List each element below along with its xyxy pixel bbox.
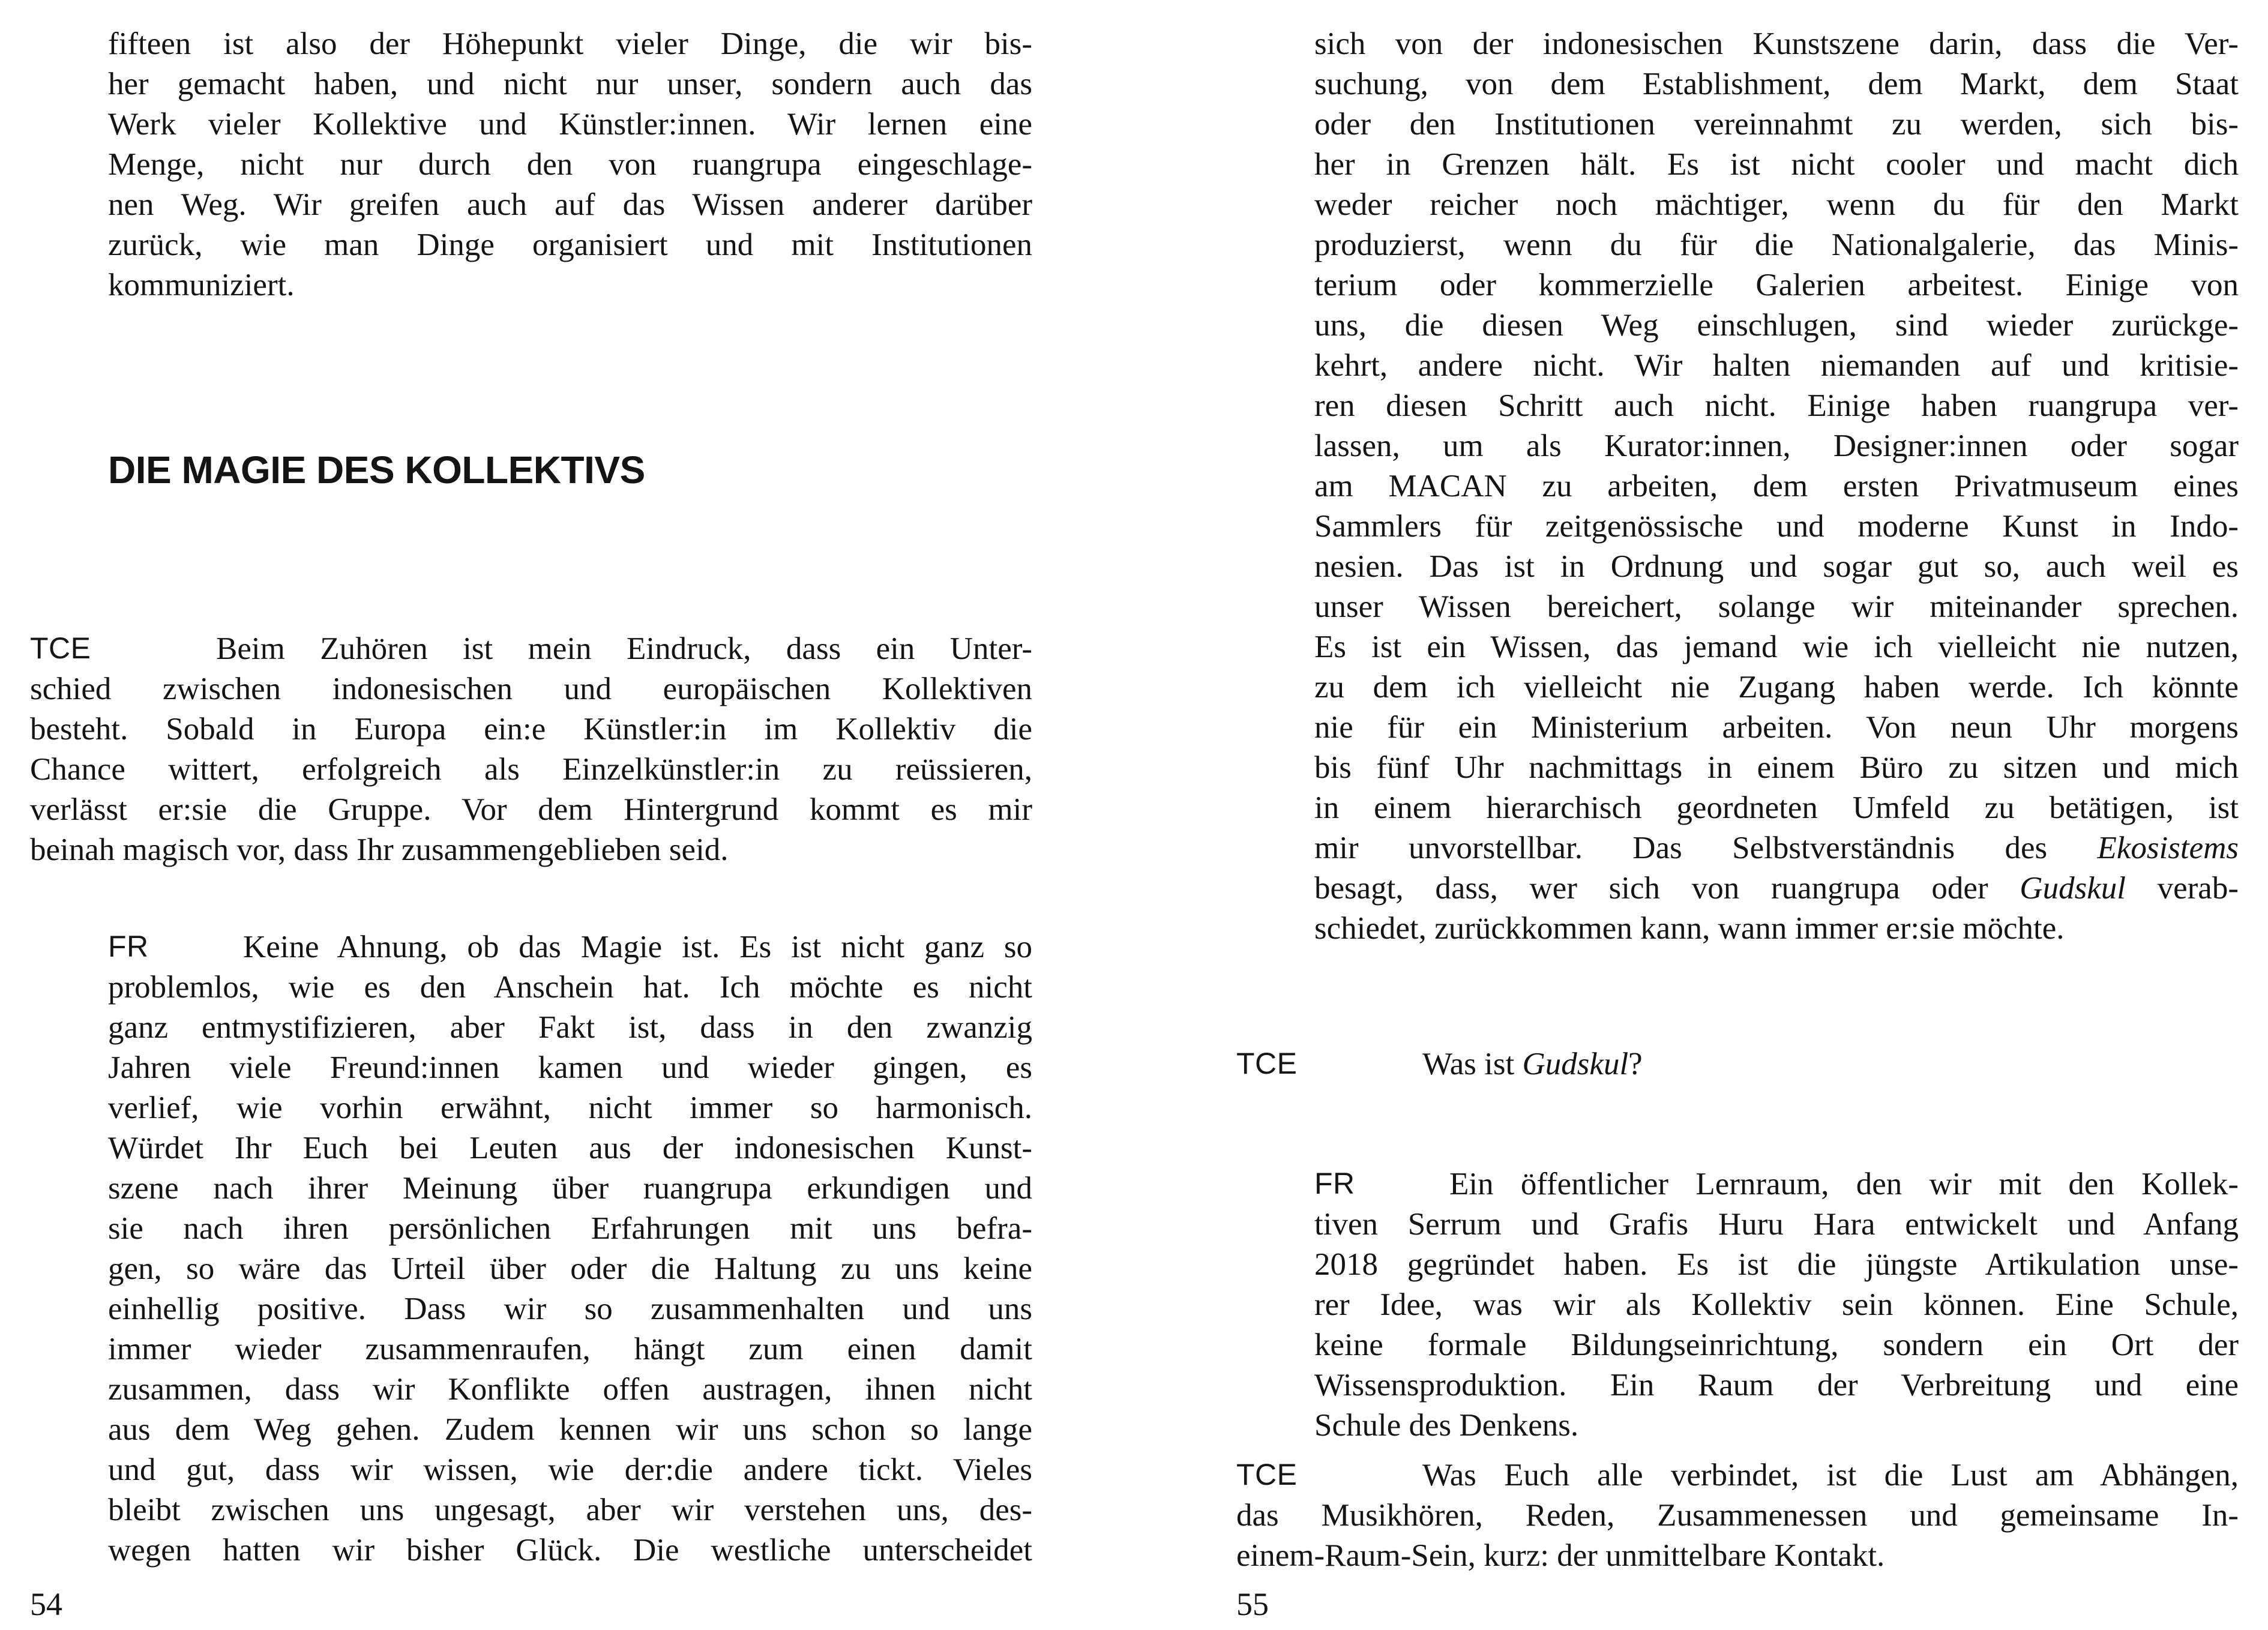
page-55 bbox=[1236, 0, 2239, 1630]
text-line: zu dem ich vielleicht nie Zugang haben werde. Ich könnte bbox=[1314, 670, 2239, 705]
speaker-label-tce: TCE bbox=[30, 631, 91, 665]
text-line: kehrt, andere nicht. Wir halten niemanden auf und kritisie- bbox=[1314, 348, 2239, 383]
dialogue-text bbox=[108, 927, 1032, 1571]
text-segment: Was ist bbox=[1422, 1047, 1523, 1081]
text-line: produzierst, wenn du für die Nationalgalerie, das Minis- bbox=[1314, 227, 2239, 262]
text-line: kommuniziert. bbox=[108, 268, 295, 302]
dialogue-text bbox=[1236, 1455, 2239, 1576]
italic-text: Gudskul bbox=[1522, 1047, 1629, 1081]
speaker-label-fr: FR bbox=[1314, 1167, 1355, 1200]
text-segment: besagt, dass, wer sich von ruangrupa oder bbox=[1314, 871, 2020, 906]
text-line: Chance wittert, erfolgreich als Einzelkünstler:in zu reüssieren, bbox=[30, 752, 1032, 787]
text-line: aus dem Weg gehen. Zudem kennen wir uns schon so lange bbox=[108, 1412, 1032, 1447]
text-line: und gut, dass wir wissen, wie der:die andere tickt. Vieles bbox=[108, 1452, 1032, 1487]
text-line: Ein öffentlicher Lernraum, den wir mit den Kollek- bbox=[1449, 1167, 2239, 1201]
section-heading: DIE MAGIE DES KOLLEKTIVS bbox=[108, 448, 645, 492]
text-line: unser Wissen bereichert, solange wir miteinander sprechen. bbox=[1314, 589, 2239, 624]
text-line: zusammen, dass wir Konflikte offen austragen, ihnen nicht bbox=[108, 1372, 1032, 1407]
text-line: ganz entmystifizieren, aber Fakt ist, dass in den zwanzig bbox=[108, 1010, 1032, 1045]
text-segment: verab- bbox=[2125, 871, 2239, 906]
text-segment: mir unvorstellbar. Das Selbstverständnis des bbox=[1314, 831, 2098, 865]
text-line: Was Euch alle verbindet, ist die Lust am Abhängen, bbox=[1422, 1458, 2239, 1493]
speaker-label-tce: TCE bbox=[1236, 1047, 1298, 1080]
text-line: Beim Zuhören ist mein Eindruck, dass ein Unter- bbox=[216, 631, 1032, 666]
text-line: wegen hatten wir bisher Glück. Die westliche unterscheidet bbox=[108, 1533, 1032, 1568]
text-line: Jahren viele Freund:innen kamen und wieder gingen, es bbox=[108, 1050, 1032, 1085]
text-line bbox=[1314, 828, 2239, 868]
text-line: Menge, nicht nur durch den von ruangrupa eingeschlage- bbox=[108, 147, 1032, 182]
page-number: 54 bbox=[30, 1586, 62, 1622]
text-line: her gemacht haben, und nicht nur unser, sondern auch das bbox=[108, 67, 1032, 101]
text-line: einem-Raum-Sein, kurz: der unmittelbare Kontakt. bbox=[1236, 1538, 1885, 1573]
text-line: Wissensproduktion. Ein Raum der Verbreitung und eine bbox=[1314, 1368, 2239, 1403]
dialogue-block-tce bbox=[1236, 1044, 2239, 1084]
page-number: 55 bbox=[1236, 1586, 1269, 1622]
text-line: fifteen ist also der Höhepunkt vieler Dinge, die wir bis- bbox=[108, 26, 1032, 61]
italic-text: Gudskul bbox=[2020, 871, 2126, 906]
text-line: am MACAN zu arbeiten, dem ersten Privatmuseum eines bbox=[1314, 469, 2239, 504]
text-line: 2018 gegründet haben. Es ist die jüngste Artikulation unse- bbox=[1314, 1247, 2239, 1282]
text-line: einhellig positive. Dass wir so zusammenhalten und uns bbox=[108, 1292, 1032, 1326]
text-line: das Musikhören, Reden, Zusammenessen und gemeinsame In- bbox=[1236, 1498, 2239, 1533]
text-line: her in Grenzen hält. Es ist nicht cooler und macht dich bbox=[1314, 147, 2239, 182]
text-line: in einem hierarchisch geordneten Umfeld zu betätigen, ist bbox=[1314, 790, 2239, 825]
dialogue-text bbox=[1236, 1044, 2239, 1084]
text-line: nie für ein Ministerium arbeiten. Von neun Uhr morgens bbox=[1314, 710, 2239, 745]
text-line: nesien. Das ist in Ordnung und sogar gut so, auch weil es bbox=[1314, 549, 2239, 584]
text-line: besteht. Sobald in Europa ein:e Künstler:in im Kollektiv die bbox=[30, 712, 1032, 747]
text-line: suchung, von dem Establishment, dem Markt, dem Staat bbox=[1314, 67, 2239, 101]
text-line: uns, die diesen Weg einschlugen, sind wieder zurückge- bbox=[1314, 308, 2239, 343]
speaker-label-tce: TCE bbox=[1236, 1458, 1298, 1491]
dialogue-block-fr bbox=[108, 927, 1032, 1571]
dialogue-text bbox=[1314, 1164, 2239, 1446]
text-line: sie nach ihren persönlichen Erfahrungen mit uns befra- bbox=[108, 1211, 1032, 1246]
text-line: Werk vieler Kollektive und Künstler:innen. Wir lernen eine bbox=[108, 107, 1032, 142]
text-line: sich von der indonesischen Kunstszene darin, dass die Ver- bbox=[1314, 26, 2239, 61]
text-line: oder den Institutionen vereinnahmt zu werden, sich bis- bbox=[1314, 107, 2239, 142]
text-line: Sammlers für zeitgenössische und moderne Kunst in Indo- bbox=[1314, 509, 2239, 544]
text-line bbox=[1314, 868, 2239, 909]
text-line: Keine Ahnung, ob das Magie ist. Es ist nicht ganz so bbox=[243, 930, 1032, 964]
text-line: Es ist ein Wissen, das jemand wie ich vielleicht nie nutzen, bbox=[1314, 630, 2239, 664]
text-line: zurück, wie man Dinge organisiert und mit Institutionen bbox=[108, 227, 1032, 262]
paragraph-continuation bbox=[1314, 24, 2239, 949]
text-line: ren diesen Schritt auch nicht. Einige haben ruangrupa ver- bbox=[1314, 388, 2239, 423]
text-line: lassen, um als Kurator:innen, Designer:innen oder sogar bbox=[1314, 429, 2239, 463]
text-line: bis fünf Uhr nachmittags in einem Büro zu sitzen und mich bbox=[1314, 750, 2239, 785]
text-line: weder reicher noch mächtiger, wenn du für den Markt bbox=[1314, 187, 2239, 222]
text-line: szene nach ihrer Meinung über ruangrupa erkundigen und bbox=[108, 1171, 1032, 1206]
text-segment: ? bbox=[1628, 1047, 1643, 1081]
paragraph-text bbox=[108, 24, 1032, 305]
text-line: nen Weg. Wir greifen auch auf das Wissen anderer darüber bbox=[108, 187, 1032, 222]
text-line: tiven Serrum und Grafis Huru Hara entwickelt und Anfang bbox=[1314, 1207, 2239, 1242]
text-line: keine formale Bildungseinrichtung, sondern ein Ort der bbox=[1314, 1328, 2239, 1362]
text-line: terium oder kommerzielle Galerien arbeitest. Einige von bbox=[1314, 268, 2239, 302]
text-line: schied zwischen indonesischen und europäischen Kollektiven bbox=[30, 672, 1032, 706]
text-line: problemlos, wie es den Anschein hat. Ich möchte es nicht bbox=[108, 970, 1032, 1005]
paragraph-text bbox=[1314, 24, 2239, 949]
text-line: Würdet Ihr Euch bei Leuten aus der indonesischen Kunst- bbox=[108, 1131, 1032, 1165]
text-line: Schule des Denkens. bbox=[1314, 1408, 1579, 1443]
text-line: bleibt zwischen uns ungesagt, aber wir verstehen uns, des- bbox=[108, 1493, 1032, 1527]
text-line: rer Idee, was wir als Kollektiv sein können. Eine Schule, bbox=[1314, 1287, 2239, 1322]
page-54 bbox=[30, 0, 1032, 1630]
text-line: immer wieder zusammenraufen, hängt zum einen damit bbox=[108, 1332, 1032, 1367]
text-line: gen, so wäre das Urteil über oder die Haltung zu uns keine bbox=[108, 1251, 1032, 1286]
text-line: verlief, wie vorhin erwähnt, nicht immer so harmonisch. bbox=[108, 1090, 1032, 1125]
paragraph-continuation bbox=[108, 24, 1032, 305]
text-line: schiedet, zurückkommen kann, wann immer er:sie möchte. bbox=[1314, 911, 2065, 946]
dialogue-block-fr bbox=[1314, 1164, 2239, 1446]
text-line: beinah magisch vor, dass Ihr zusammengeblieben seid. bbox=[30, 832, 729, 867]
dialogue-block-tce bbox=[1236, 1455, 2239, 1576]
text-line bbox=[1236, 1044, 2239, 1084]
dialogue-text bbox=[30, 629, 1032, 870]
speaker-label-fr: FR bbox=[108, 930, 149, 963]
italic-text: Ekosistems bbox=[2097, 831, 2239, 865]
dialogue-block-tce bbox=[30, 629, 1032, 870]
text-line: verlässt er:sie die Gruppe. Vor dem Hintergrund kommt es mir bbox=[30, 792, 1032, 827]
